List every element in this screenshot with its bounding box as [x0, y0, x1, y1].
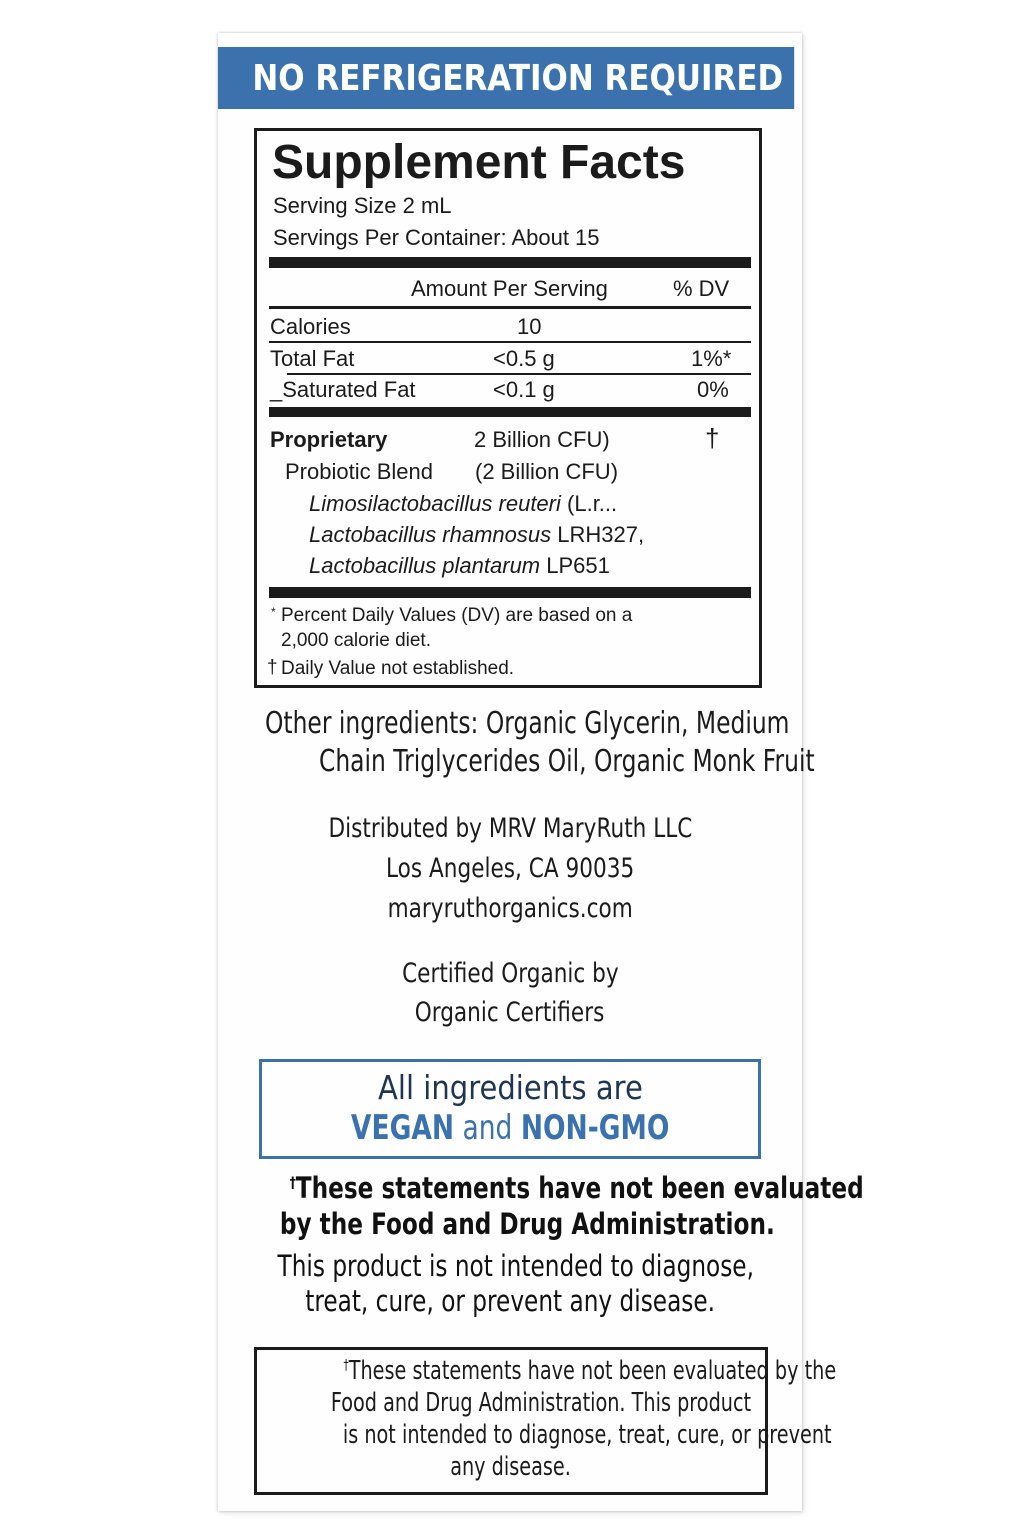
disclaimer-line [290, 1171, 864, 1205]
non-gmo-text: NON-GMO [520, 1108, 670, 1148]
vegan-box-line1: All ingredients are [377, 1068, 643, 1107]
fda-disclaimer [218, 1171, 864, 1319]
distributor-line: Los Angeles, CA 90035 [385, 853, 635, 884]
footnote-star-mark: * [271, 605, 276, 619]
box-disclaimer-line [344, 1356, 837, 1386]
blend-dv: † [705, 423, 720, 453]
vegan-text: VEGAN [350, 1108, 454, 1148]
disclaimer-text: These statements have not been evaluated [295, 1171, 864, 1205]
thick-rule [269, 407, 751, 417]
row-amount: <0.1 g [493, 377, 555, 402]
dagger-mark: † [343, 1357, 349, 1374]
footnote-dagger-mark: † [267, 657, 278, 678]
row-dv: 0% [697, 377, 729, 402]
rule [269, 306, 751, 309]
certification-block [218, 958, 802, 1036]
box-disclaimer-line: any disease. [450, 1452, 572, 1482]
strain-species: Lactobacillus plantarum [309, 553, 541, 578]
rule [269, 341, 751, 343]
header-dv: % DV [673, 276, 730, 301]
row-name: Total Fat [270, 346, 355, 371]
serving-size: Serving Size 2 mL [273, 193, 452, 218]
refrigeration-banner [218, 47, 794, 109]
blend-amount: 2 Billion CFU) [474, 427, 610, 452]
banner-text: NO REFRIGERATION REQUIRED [252, 57, 784, 99]
strain-code: (L.r... [567, 491, 618, 516]
strain-species: Lactobacillus rhamnosus [309, 522, 552, 547]
disclaimer-line: This product is not intended to diagnose, [277, 1249, 754, 1283]
distributor-block [218, 813, 802, 933]
label-panel [218, 33, 864, 1511]
blend-name: Proprietary [270, 427, 388, 452]
website: maryruthorganics.com [387, 893, 633, 924]
strain-line [309, 491, 617, 517]
box-disclaimer-line: Food and Drug Administration. This product [330, 1388, 752, 1418]
dagger-mark: † [289, 1173, 296, 1192]
disclaimer-line: by the Food and Drug Administration. [279, 1207, 775, 1241]
fda-disclaimer-box [254, 1347, 837, 1495]
header-amount: Amount Per Serving [411, 276, 608, 301]
other-ingredients-text: Organic Glycerin, Medium [485, 706, 790, 741]
row-name: Calories [270, 314, 351, 339]
supplement-facts-panel [254, 128, 762, 688]
strain-species: Limosilactobacillus reuteri [309, 491, 561, 516]
row-dv: 1%* [691, 346, 732, 371]
servings-per-container: Servings Per Container: About 15 [273, 225, 600, 250]
vegan-box-line2 [351, 1108, 670, 1148]
and-text: and [462, 1108, 513, 1148]
rule [287, 373, 751, 375]
vegan-non-gmo-box [259, 1059, 761, 1159]
thick-rule [269, 257, 751, 268]
row-amount: 10 [517, 314, 542, 339]
footnote-star-text: Percent Daily Values (DV) are based on a [281, 605, 633, 626]
thick-rule [269, 587, 751, 598]
other-ingredients-line1 [265, 706, 789, 741]
blend-name: Probiotic Blend [285, 459, 433, 484]
box-disclaimer-text: These statements have not been evaluated by the [348, 1356, 837, 1386]
strain-line [309, 553, 610, 579]
certification-line: Organic Certifiers [415, 997, 605, 1028]
disclaimer-line: treat, cure, or prevent any disease. [305, 1284, 715, 1318]
other-ingredients-line2: Chain Triglycerides Oil, Organic Monk Fruit [319, 744, 815, 779]
strain-line [309, 522, 644, 548]
box-disclaimer-line: is not intended to diagnose, treat, cure, or prevent [342, 1420, 832, 1450]
footnote-star-text: 2,000 calorie diet. [281, 630, 431, 651]
certification-line: Certified Organic by [401, 958, 619, 989]
distributor-line: Distributed by MRV MaryRuth LLC [328, 813, 692, 844]
strain-code: LRH327, [557, 522, 645, 547]
strain-code: LP651 [546, 553, 610, 578]
other-ingredients-label: Other ingredients: [265, 706, 479, 741]
facts-title: Supplement Facts [272, 136, 686, 189]
row-amount: <0.5 g [493, 346, 555, 371]
row-name: _Saturated Fat [270, 377, 416, 402]
blend-amount: (2 Billion CFU) [475, 459, 619, 484]
footnote-dagger-text: Daily Value not established. [281, 658, 515, 679]
